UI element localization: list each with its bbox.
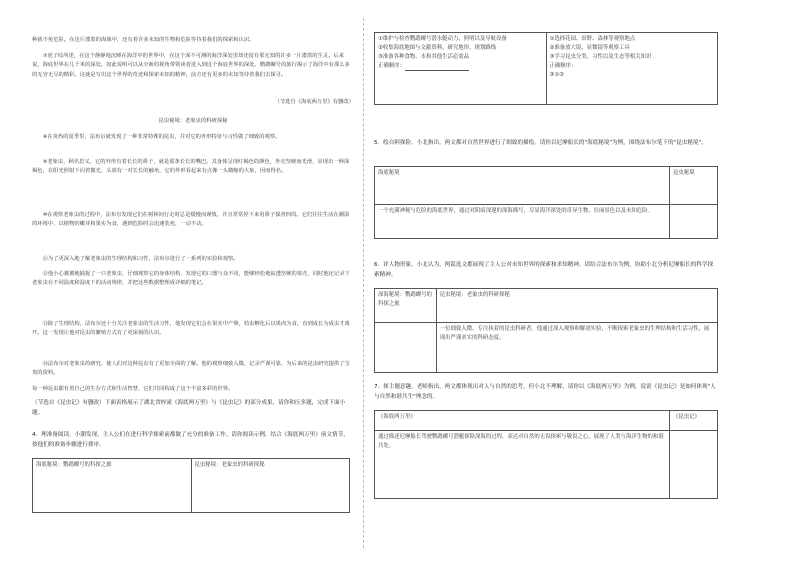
q5-header-insect: 昆虫秘境 [669, 167, 717, 205]
q5-answer-insect[interactable] [669, 205, 717, 239]
q6-row-insect: 一位细致入微、专注执着的昆虫科研者。他通过深入观察和解剖实验，不断探索老象虫的生理结构和生活习性，展现出严谨求实的科研态度。 [436, 323, 717, 373]
column-divider [363, 18, 364, 548]
question-5-table [374, 166, 718, 239]
paragraph-top: 种就不免危险。在这片漆黑的海域中，还有着许多未知的生物和危险等待着我们的探索和认识。 [32, 37, 255, 43]
order-table [374, 32, 718, 105]
paragraph-7: ⑦虎子综所述，在这个静静地沉睡在海洋中的世界中，在这个深不可测的海洋深处里却还留有那无知的许多一片漆黑的生灵。后来说，海底世界在几千米的深处。如此说明可以从全新的视角带领读者进入到这个海底世界的深处，鹦鹉螺号的旅行揭示了海洋中有那么多的无穷无尽的精彩。这就是写出这个世界的奇迹和探索未知的精神，前方还有更多的未知等待着我们去探寻。 [32, 53, 350, 78]
order-value-insect: ③①② [549, 72, 564, 78]
order-cell-ocean[interactable] [375, 33, 547, 105]
left-column [32, 0, 354, 562]
question-4: 4．理准备阅读。小潮发现，主人公们在进行科学探索前都做了充分的准备工作。请你阅读示例，结合《海底两万里》前文情节，按他们的准备步骤进行排序。 [32, 432, 349, 448]
order-label-ocean: 正确顺序： [378, 63, 405, 69]
source-and-intro: （节选自《昆虫记》有删改）下面表格展示了湖北省梓潼《海底两万里》与《昆虫记》的部分成果，请你和压多题，完成下面小题。 [32, 400, 346, 416]
insect-section-title: 昆虫秘境：老象虫的科研探秘 [158, 118, 228, 124]
q5-row-ocean: 一个充满神秘与危险的海底世界，通过对阴暗深邃的深海描写，尽显海洋深处的奇异生物、壮丽景色以及未知危险。 [375, 205, 670, 239]
q4-cell-ocean[interactable]: 海底秘境：鹦鹉螺号的科探之旅 [33, 459, 192, 513]
question-7: 7．探主题意趣。老师指出，两文都体现出对人与自然的思考，但小北不理解，请你以《海底两万里》为例，说说《昆虫记》是如何体现"人与自然和谐共生"理念的。 [374, 384, 716, 400]
order-label-insect: 正确顺序： [549, 63, 577, 69]
q6-answer-ocean[interactable] [375, 323, 437, 373]
question-4-table [32, 458, 350, 513]
right-column [374, 0, 720, 562]
question-6-table [374, 288, 718, 373]
order-item-ocean-1: ①维护与检查鹦鹉螺号潜水艇动力、照明以及导航设备 [378, 36, 507, 42]
paragraph-9: ⑨老象虫，顾名思义，它的外形有着长长的鼻子，就是那条长长的嘴巴。其身体呈现红褐色的颜色，外壳坚硬而光滑，显现出一种深褐色，在阳光照射下闪着微光，头部有一对长长的触角，它的外形看起来有点像一头微缩的大象，因而得名。 [32, 159, 350, 175]
question-6: 6．评人物形象。小北认为，两篇选文都展现了主人公对未知世界的探索和求知精神。请结合法布尔为例，协助小北分析尼摩船长的科学探索精神。 [374, 262, 714, 278]
q4-cell-insect[interactable]: 昆虫秘境：老象虫的科研探秘 [191, 459, 350, 513]
paragraph-10: ⑩在观察老象虫的过程中，法布尔发现它们在树林间行走时总是缓慢而谨慎，并且常常停下来用鼻子探查四周。它们往往生活在潮湿的环境中，以植物的嫩芽和果实为食，遇到危险时会迅速装死，一动不动。 [32, 212, 350, 228]
order-item-insect-3: ③学习昆虫分类、习性以及生态等相关知识 [549, 54, 652, 60]
q7-header-insect: 《昆虫记》 [669, 411, 717, 431]
paragraph-15: 每一种昆虫都有着自己的生存方式和生活智慧，它们共同构成了这个丰富多彩的世界。 [32, 386, 234, 392]
order-item-insect-2: ②准备放大镜、显微镜等观察工具 [549, 45, 630, 51]
q6-header-insect: 昆虫秘境：老象虫的科研探秘 [436, 289, 717, 323]
paragraph-12: ⑫他小心翼翼地捕捉了一只老象虫，仔细观察它的身体结构，发现它的口器与众不同，能够轻松地钻透坚硬的果壳，同时他还记录下老象虫在不同温度和湿度下的活动规律，并把这些数据整理成详细的笔记。 [32, 271, 350, 287]
question-5: 5．绘自阿探险。小北指出，两文都对自然世界进行了细致的描绘。请你以尼摩船长的"海底秘境"为例，围绕法布尔笔下的"昆虫秘境"。 [374, 140, 707, 146]
answer-blank-ocean[interactable] [405, 64, 469, 71]
source-line-1: （节选自《海底两万里》有删改） [274, 99, 354, 105]
paragraph-13: ⑬除了生理结构，法布尔还十分关注老象虫的生活习性，他发现它们会在果实中产卵，幼虫孵化后以果肉为食，直到成长为成虫才离开。这一发现让他对昆虫的繁殖方式有了更深刻的认识。 [32, 321, 350, 337]
paragraph-11: ⑪为了更深入地了解老象虫的生理结构和习性，法布尔进行了一系列的实验和观察。 [42, 256, 239, 262]
q6-header-ocean: 深海秘境：鹦鹉螺号的科探之旅 [375, 289, 437, 323]
order-cell-insect[interactable] [546, 33, 718, 105]
question-7-table [374, 410, 718, 499]
order-item-ocean-2: ②收集海底地图与文献资料，研究地形、规划路线 [378, 45, 497, 51]
q7-row-ocean: 通过描述尼摩船长驾驶鹦鹉螺号潜艇探险深海的过程，表达对自然的无畏探索与敬畏之心，展现了人类与海洋生物的和谐共处。 [375, 431, 670, 499]
paragraph-14: ⑭法布尔对老象虫的研究，使人们对这种昆虫有了更加全面的了解。他的观察细致入微，记录严谨可靠，为后来的昆虫研究提供了宝贵的资料。 [32, 361, 350, 377]
q7-header-ocean: 《海底两万里》 [375, 411, 670, 431]
q7-answer-insect[interactable] [669, 431, 717, 499]
order-item-ocean-3: ③准备各种食物、水和其他生活必需品 [378, 54, 470, 60]
order-item-insect-1: ①选择花园、田野、森林等观察地点 [549, 36, 636, 42]
q5-header-ocean: 海底秘境 [375, 167, 670, 205]
paragraph-8: ⑧在炎热的夏季里，法布尔就发现了一种非常特殊的昆虫，并对它的外形特征与习性做了细致的观察。 [42, 134, 281, 140]
